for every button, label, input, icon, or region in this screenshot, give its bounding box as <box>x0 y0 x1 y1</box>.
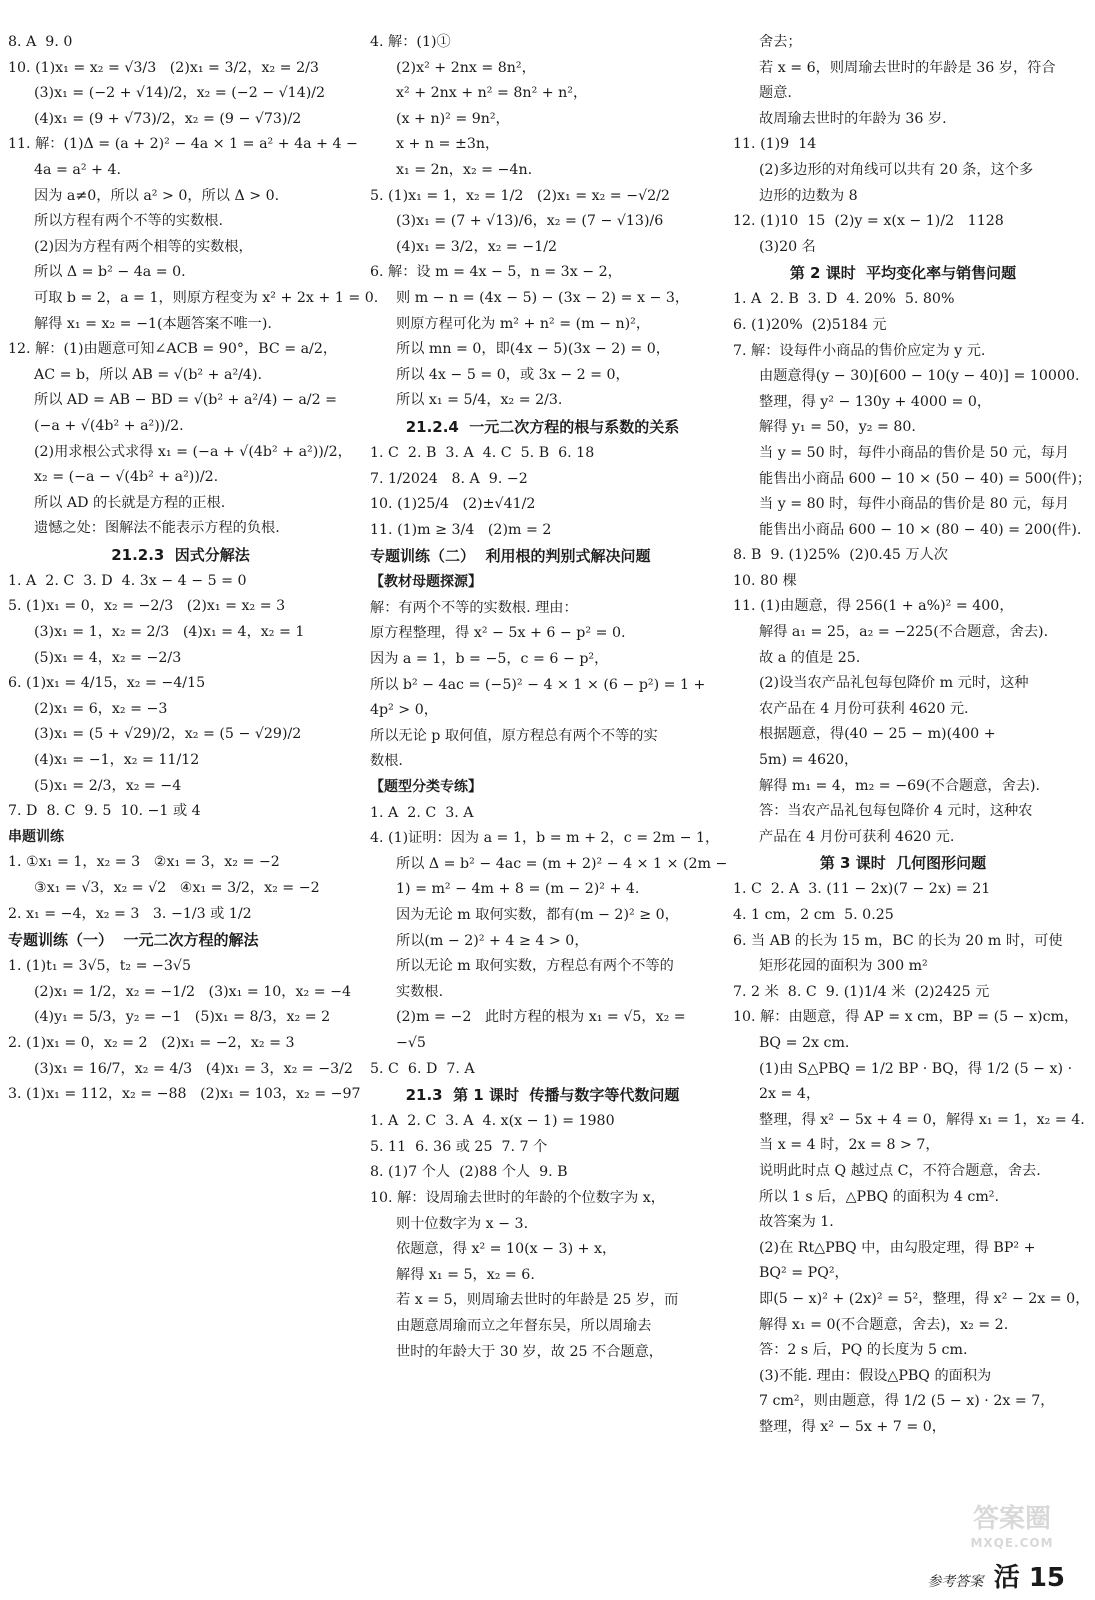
answer-line: 解得 x₁ = 0(不合题意，舍去)，x₂ = 2. <box>759 1316 1009 1333</box>
answer-line: 则 m − n = (4x − 5) − (3x − 2) = x − 3， <box>396 289 690 306</box>
section-heading: 第 3 课时 几何图形问题 <box>819 854 987 873</box>
answer-line: 所以方程有两个不等的实数根. <box>34 213 223 230</box>
answer-line: (−a + √(4b² + a²))/2. <box>34 417 184 434</box>
section-heading: 21.3 第 1 课时 传播与数字等代数问题 <box>405 1086 680 1105</box>
answer-line: 6. 当 AB 的长为 15 m，BC 的长为 20 m 时，可使 <box>733 932 1063 949</box>
answer-line: (3)20 名 <box>759 238 816 255</box>
answer-line: 题意. <box>759 85 792 102</box>
answer-line: 7 cm²，则由题意，得 1/2 (5 − x) · 2x = 7， <box>759 1393 1055 1410</box>
answer-line: 12. (1)10 15 (2)y = x(x − 1)/2 1128 <box>733 213 1004 230</box>
answer-line: (4)x₁ = (9 + √73)/2，x₂ = (9 − √73)/2 <box>34 110 302 127</box>
answer-line: 4. (1)证明：因为 a = 1，b = m + 2，c = 2m − 1， <box>370 830 720 847</box>
answer-line: 4p² > 0， <box>370 702 438 719</box>
answer-line: 11. (1)m ≥ 3/4 (2)m = 2 <box>370 521 552 538</box>
column-middle <box>370 30 728 1365</box>
answer-line: 1. A 2. C 3. D 4. 3x − 4 − 5 = 0 <box>8 572 247 589</box>
answer-line: 12. 解：(1)由题意可知∠ACB = 90°，BC = a/2， <box>8 341 338 358</box>
answer-line: 由题意周瑜而立之年督东吴，所以周瑜去 <box>396 1317 652 1334</box>
answer-line: (2)用求根公式求得 x₁ = (−a + √(4b² + a²))/2， <box>34 443 352 460</box>
answer-line: (4)x₁ = −1，x₂ = 11/12 <box>34 752 200 769</box>
answer-line: 故周瑜去世时的年龄为 36 岁. <box>759 110 947 127</box>
answer-line: (2)因为方程有两个相等的实数根， <box>34 238 253 255</box>
answer-line: 5m) = 4620， <box>759 752 859 769</box>
answer-line: 1. ①x₁ = 1，x₂ = 3 ②x₁ = 3，x₂ = −2 <box>8 854 280 871</box>
answer-line: 故答案为 1. <box>759 1214 834 1231</box>
answer-line: 则十位数字为 x − 3. <box>396 1215 529 1232</box>
answer-line: (5)x₁ = 2/3，x₂ = −4 <box>34 777 182 794</box>
answer-line: 2. (1)x₁ = 0，x₂ = 2 (2)x₁ = −2，x₂ = 3 <box>8 1034 295 1051</box>
answer-line: (4)y₁ = 5/3，y₂ = −1 (5)x₁ = 8/3，x₂ = 2 <box>34 1009 331 1026</box>
answer-line: 可取 b = 2，a = 1，则原方程变为 x² + 2x + 1 = 0. <box>34 289 379 306</box>
section-heading: 专题训练（二） 利用根的判别式解决问题 <box>370 547 651 566</box>
answer-line: BQ = 2x cm. <box>759 1034 850 1051</box>
answer-line: 所以 4x − 5 = 0，或 3x − 2 = 0， <box>396 366 630 383</box>
answer-line: 8. B 9. (1)25% (2)0.45 万人次 <box>733 547 948 564</box>
answer-line: (3)x₁ = (7 + √13)/6，x₂ = (7 − √13)/6 <box>396 213 664 230</box>
answer-line: 4. 解：(1)① <box>370 34 451 50</box>
answer-line: (2)x₁ = 6，x₂ = −3 <box>34 700 168 717</box>
answer-line: 当 y = 80 时，每件小商品的售价是 80 元，每月 <box>759 496 1070 513</box>
answer-line: 1. A 2. C 3. A <box>370 804 474 821</box>
answer-line: x₁ = 2n，x₂ = −4n. <box>396 161 533 178</box>
answer-line: −√5 <box>396 1034 426 1051</box>
answer-line: 舍去； <box>759 34 802 50</box>
answer-line: BQ² = PQ²， <box>759 1265 849 1282</box>
answer-line: 1. C 2. B 3. A 4. C 5. B 6. 18 <box>370 444 595 461</box>
answer-line: 所以(m − 2)² + 4 ≥ 4 > 0， <box>396 932 589 949</box>
answer-line: 2x = 4， <box>759 1086 821 1103</box>
answer-line: 5. (1)x₁ = 0，x₂ = −2/3 (2)x₁ = x₂ = 3 <box>8 598 286 615</box>
answer-line: 答：2 s 后，PQ 的长度为 5 cm. <box>759 1342 968 1359</box>
footer-label: 参考答案 <box>927 1574 984 1590</box>
answer-line: (3)x₁ = 1，x₂ = 2/3 (4)x₁ = 4，x₂ = 1 <box>34 624 305 641</box>
answer-line: 11. (1)9 14 <box>733 136 817 153</box>
answer-line: 所以 1 s 后，△PBQ 的面积为 4 cm². <box>759 1188 1000 1205</box>
watermark-url: MXQE.COM <box>970 1536 1054 1550</box>
answer-line: 即(5 − x)² + (2x)² = 5²，整理，得 x² − 2x = 0， <box>759 1290 1090 1307</box>
answer-line: 5. C 6. D 7. A <box>370 1060 475 1077</box>
answer-line: 整理，得 y² − 130y + 4000 = 0， <box>759 393 992 410</box>
answer-line: 世时的年龄大于 30 岁，故 25 不合题意， <box>396 1343 663 1360</box>
answer-line: 答：当农产品礼包每包降价 4 元时，这种农 <box>759 803 1033 820</box>
answer-line: 7. D 8. C 9. 5 10. −1 或 4 <box>8 803 201 820</box>
answer-line: 6. 解：设 m = 4x − 5，n = 3x − 2， <box>370 264 622 281</box>
answer-line: 整理，得 x² − 5x + 4 = 0，解得 x₁ = 1，x₂ = 4. <box>759 1111 1085 1128</box>
answer-line: 解：有两个不等的实数根. 理由： <box>370 599 578 616</box>
answer-line: x₂ = (−a − √(4b² + a²))/2. <box>34 469 219 486</box>
answer-line: 10. 80 棵 <box>733 572 797 589</box>
answer-line: (2)m = −2 此时方程的根为 x₁ = √5，x₂ = <box>396 1009 686 1026</box>
answer-line: 矩形花园的面积为 300 m² <box>759 958 928 975</box>
answer-line: 解得 x₁ = 5，x₂ = 6. <box>396 1266 535 1283</box>
page-footer <box>927 1557 1065 1594</box>
answer-line: 1. A 2. C 3. A 4. x(x − 1) = 1980 <box>370 1113 615 1130</box>
answer-line: 若 x = 6，则周瑜去世时的年龄是 36 岁，符合 <box>759 59 1056 76</box>
answer-line: 根据题意，得(40 − 25 − m)(400 + <box>759 726 996 743</box>
answer-line: 依题意，得 x² = 10(x − 3) + x， <box>396 1241 617 1258</box>
answer-line: 7. 2 米 8. C 9. (1)1/4 米 (2)2425 元 <box>733 983 990 1000</box>
answer-line: 边形的边数为 8 <box>759 187 858 204</box>
answer-line: 当 y = 50 时，每件小商品的售价是 50 元，每月 <box>759 444 1070 461</box>
answer-line: 由题意得(y − 30)[600 − 10(y − 40)] = 10000. <box>759 368 1080 385</box>
answer-line: x + n = ±3n， <box>396 136 500 153</box>
section-heading: 21.2.3 因式分解法 <box>111 545 250 564</box>
answer-line: 能售出小商品 600 − 10 × (80 − 40) = 200(件). <box>759 521 1082 538</box>
answer-line: 5. (1)x₁ = 1，x₂ = 1/2 (2)x₁ = x₂ = −√2/2 <box>370 187 670 204</box>
answer-line: 若 x = 5，则周瑜去世时的年龄是 25 岁，而 <box>396 1292 679 1309</box>
answer-line: (3)x₁ = (5 + √29)/2，x₂ = (5 − √29)/2 <box>34 726 302 743</box>
answer-line: 11. (1)由题意，得 256(1 + a%)² = 400， <box>733 598 1014 615</box>
answer-line: (5)x₁ = 4，x₂ = −2/3 <box>34 649 182 666</box>
answer-line: (2)多边形的对角线可以共有 20 条，这个多 <box>759 161 1034 178</box>
answer-line: (2)x₁ = 1/2，x₂ = −1/2 (3)x₁ = 10，x₂ = −4 <box>34 983 352 1000</box>
answer-line: (3)x₁ = (−2 + √14)/2，x₂ = (−2 − √14)/2 <box>34 85 326 102</box>
answer-line: 数根. <box>370 753 403 770</box>
answer-line: 实数根. <box>396 983 444 1000</box>
column-left <box>8 30 379 1108</box>
answer-line: 因为无论 m 取何实数，都有(m − 2)² ≥ 0， <box>396 907 679 923</box>
answer-line: 所以无论 p 取何值，原方程总有两个不等的实 <box>370 727 658 744</box>
answer-line: 故 a 的值是 25. <box>759 649 861 666</box>
answer-line: 解得 y₁ = 50，y₂ = 80. <box>759 419 916 436</box>
answer-line: (2)在 Rt△PBQ 中，由勾股定理，得 BP² + <box>759 1239 1036 1256</box>
answer-line: (x + n)² = 9n²， <box>396 110 510 127</box>
answer-line: 7. 1/2024 8. A 9. −2 <box>370 470 528 487</box>
answer-line: x² + 2nx + n² = 8n² + n²， <box>396 85 588 102</box>
answer-line: 因为 a = 1，b = −5，c = 6 − p²， <box>370 651 609 668</box>
answer-line: 10. (1)25/4 (2)±√41/2 <box>370 496 536 513</box>
answer-line: (2)设当农产品礼包每包降价 m 元时，这种 <box>759 675 1029 692</box>
answer-line: 10. 解：由题意，得 AP = x cm，BP = (5 − x)cm， <box>733 1009 1079 1026</box>
answer-line: (2)x² + 2nx = 8n²， <box>396 59 536 76</box>
answer-line: 6. (1)x₁ = 4/15，x₂ = −4/15 <box>8 675 206 692</box>
answer-line: 所以 b² − 4ac = (−5)² − 4 × 1 × (6 − p²) = 1 + <box>370 676 706 693</box>
answer-line: 所以 Δ = b² − 4ac = (m + 2)² − 4 × 1 × (2m − <box>396 855 728 872</box>
answer-line: (3)x₁ = 16/7，x₂ = 4/3 (4)x₁ = 3，x₂ = −3/2 <box>34 1060 353 1077</box>
answer-line: 1) = m² − 4m + 8 = (m − 2)² + 4. <box>396 881 640 898</box>
page-number: 活 15 <box>993 1563 1065 1593</box>
subsection-heading: 【教材母题探源】 <box>370 574 482 591</box>
answer-line: 所以无论 m 取何实数，方程总有两个不等的 <box>396 958 674 975</box>
answer-line: (4)x₁ = 3/2，x₂ = −1/2 <box>396 238 558 255</box>
watermark-text: 答案圈 <box>972 1504 1051 1534</box>
answer-line: 2. x₁ = −4，x₂ = 3 3. −1/3 或 1/2 <box>8 905 252 922</box>
answer-line: 11. 解：(1)Δ = (a + 2)² − 4a × 1 = a² + 4a + 4 − <box>8 136 358 153</box>
answer-line: AC = b，所以 AB = √(b² + a²/4). <box>34 366 262 383</box>
answer-line: 1. A 2. B 3. D 4. 20% 5. 80% <box>733 291 955 308</box>
column-right <box>733 30 1092 1440</box>
answer-line: 10. (1)x₁ = x₂ = √3/3 (2)x₁ = 3/2，x₂ = 2/3 <box>8 59 319 76</box>
answer-line: 所以 x₁ = 5/4，x₂ = 2/3. <box>396 392 563 409</box>
answer-line: (3)不能. 理由：假设△PBQ 的面积为 <box>759 1367 992 1384</box>
section-heading: 专题训练（一） 一元二次方程的解法 <box>8 931 259 950</box>
answer-line: 说明此时点 Q 越过点 C，不符合题意，舍去. <box>759 1162 1041 1179</box>
answer-line: 产品在 4 月份可获利 4620 元. <box>759 828 955 845</box>
answer-line: 4a = a² + 4. <box>34 161 121 178</box>
answer-line: 因为 a≠0，所以 a² > 0，所以 Δ > 0. <box>34 187 280 204</box>
section-heading: 第 2 课时 平均变化率与销售问题 <box>789 264 1017 283</box>
answer-line: 解得 m₁ = 4，m₂ = −69(不合题意，舍去). <box>759 777 1041 794</box>
answer-line: (1)由 S△PBQ = 1/2 BP · BQ，得 1/2 (5 − x) · <box>759 1060 1073 1077</box>
answer-line: 则原方程可化为 m² + n² = (m − n)²， <box>396 315 651 332</box>
answer-line: 10. 解：设周瑜去世时的年龄的个位数字为 x， <box>370 1189 665 1206</box>
answer-line: 当 x = 4 时，2x = 8 > 7， <box>759 1137 940 1154</box>
answer-line: ③x₁ = √3，x₂ = √2 ④x₁ = 3/2，x₂ = −2 <box>34 880 320 896</box>
answer-line: 4. 1 cm，2 cm 5. 0.25 <box>733 907 894 923</box>
answer-line: 所以 AD 的长就是方程的正根. <box>34 494 226 511</box>
answer-line: 5. 11 6. 36 或 25 7. 7 个 <box>370 1138 548 1155</box>
answer-line: 解得 x₁ = x₂ = −1(本题答案不唯一). <box>34 315 272 332</box>
section-heading: 21.2.4 一元二次方程的根与系数的关系 <box>405 417 680 436</box>
answer-line: 所以 AD = AB − BD = √(b² + a²/4) − a/2 = <box>34 392 338 409</box>
answer-line: 1. (1)t₁ = 3√5，t₂ = −3√5 <box>8 958 191 975</box>
answer-line: 8. A 9. 0 <box>8 34 73 50</box>
answer-line: 1. C 2. A 3. (11 − 2x)(7 − 2x) = 21 <box>733 881 991 898</box>
answer-line: 遗憾之处：图解法不能表示方程的负根. <box>34 520 280 537</box>
subsection-heading: 【题型分类专练】 <box>370 779 482 796</box>
answer-line: 所以 Δ = b² − 4a = 0. <box>34 264 186 281</box>
answer-line: 解得 a₁ = 25，a₂ = −225(不合题意，舍去). <box>759 624 1049 641</box>
answer-line: 6. (1)20% (2)5184 元 <box>733 316 887 333</box>
answer-line: 农产品在 4 月份可获利 4620 元. <box>759 700 969 717</box>
answer-line: 所以 mn = 0，即(4x − 5)(3x − 2) = 0， <box>396 341 670 358</box>
answer-line: 原方程整理，得 x² − 5x + 6 − p² = 0. <box>370 625 626 642</box>
answer-line: 7. 解：设每件小商品的售价应定为 y 元. <box>733 342 986 359</box>
answer-line: 能售出小商品 600 − 10 × (50 − 40) = 500(件)； <box>759 470 1092 487</box>
subsection-heading: 串题训练 <box>8 828 64 845</box>
answer-line: 8. (1)7 个人 (2)88 个人 9. B <box>370 1164 568 1181</box>
answer-line: 整理，得 x² − 5x + 7 = 0， <box>759 1418 946 1435</box>
answer-line: 3. (1)x₁ = 112，x₂ = −88 (2)x₁ = 103，x₂ = −97 <box>8 1086 361 1103</box>
watermark-logo <box>937 1502 1087 1562</box>
